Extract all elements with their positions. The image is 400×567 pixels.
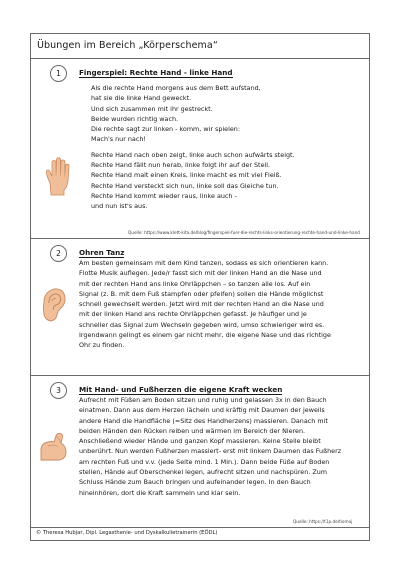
footer-copyright: © Theresa Hubjar, Dipl. Legasthenie- und Dyskalkulietrainerin (EÖDL) (36, 530, 218, 536)
text-line: Und sich zusammen mit ihr gestreckt. (91, 104, 213, 113)
text-line: Am besten gemeinsam mit dem Kind tanzen, sodass es sich orientieren kann. (79, 259, 329, 267)
hand-icon (45, 157, 71, 197)
text-line: am rechten Fuß und v.v. (jede Seite mind. 1 Min.). Dann beide Füße auf Boden (79, 457, 330, 466)
text-line: und nun ist's aus. (91, 202, 148, 211)
text-line: einatmen. Dann aus dem Herzen lächeln und kräftig mit Daumen der jeweils (79, 406, 325, 415)
text-line: Ohr zu finden. (79, 341, 125, 350)
text-line: Irgendwann gelingt es einem gar nicht mehr, die eigene Nase und das richtige (79, 331, 331, 340)
section-number-2: 2 (50, 245, 67, 262)
page-title: Übungen im Bereich „Körperschema“ (31, 34, 369, 59)
text-line: Als die rechte Hand morgens aus dem Bett aufstand, (91, 84, 261, 92)
text-line: Anschließend wieder Hände und ganzen Kopf massieren. Keine Stelle bleibt (79, 437, 321, 446)
text-line: Signal (z. B. mit dem Fuß stampfen oder pfeifen) sollen die Hände möglichst (79, 289, 324, 298)
section-1 (31, 59, 369, 239)
worksheet (30, 33, 370, 541)
section-2 (31, 239, 369, 376)
section-heading-3: Mit Hand- und Fußherzen die eigene Kraft wecken (79, 385, 283, 394)
section-heading-2: Ohren Tanz (79, 248, 125, 257)
text-line: Mach's nur nach! (91, 135, 146, 144)
text-line: Rechte Hand kommt wieder raus, linke auch - (91, 191, 237, 200)
text-line: Beide wurden richtig wach. (91, 114, 179, 123)
text-line: Flotte Musik auflegen. Jede/r fasst sich mit der linken Hand an die Nase und (79, 269, 322, 278)
text-line: Rechte Hand versteckt sich nun, linke soll das Gleiche tun. (91, 181, 279, 190)
text-line: Aufrecht mit Füßen am Boden sitzen und ruhig und gelassen 3x in den Bauch (79, 396, 327, 404)
text-line: Rechte Hand fällt nun herab, linke folgt ihr auf der Stell. (91, 161, 271, 170)
section-number-1: 1 (50, 65, 67, 82)
source-link-3[interactable]: Quelle: https://t1p.de/tiomoj (293, 519, 353, 524)
text-line: andere Hand die Handfläche (=Sitz des Handherzens) massieren. Danach mit (79, 416, 328, 425)
text-line: stellen, Hände auf Oberschenkel legen, aufrecht sitzen und nachspüren. Zum (79, 468, 327, 477)
section-number-3: 3 (50, 382, 67, 399)
text-line: beiden Händen den Rücken reiben und wärmen im Bereich der Nieren. (79, 426, 306, 435)
text-line: schneller das Signal zum Wechseln gegeben wird, umso schwieriger wird es. (79, 320, 325, 329)
text-line: mit der linken Hand ans rechte Ohrläppchen gefasst. Je häufiger und je (79, 310, 307, 319)
section-3 (31, 376, 369, 528)
text-line: Schluss Hände zum Bauch bringen und aufeinander legen. In den Bauch (79, 478, 311, 487)
ear-icon (41, 287, 67, 323)
text-line: hineinhören, dort die Kraft sammeln und klar sein. (79, 488, 241, 497)
section-heading-1: Fingerspiel: Rechte Hand - linke Hand (79, 68, 233, 77)
source-link-1[interactable]: Quelle: https://www.klett-kita.de/blog/fingerspiel-fuer-die-rechts-links-orientierung-rechte-hand-und-linke-hand (128, 230, 360, 235)
text-line: Rechte Hand malt einen Kreis, linke macht es mit viel Fleiß. (91, 171, 282, 180)
text-line: unberührt. Nun werden Fußherzen massiert- erst mit linkem Daumen das Fußherz (79, 447, 342, 456)
text-line: schnell gewechselt werden. Jetzt wird mit der rechten Hand an die Nase und (79, 300, 324, 309)
section-text-1 (91, 83, 295, 212)
section-text-2 (79, 258, 331, 351)
section-text-3 (79, 395, 341, 498)
text-line: Rechte Hand nach oben zeigt, linke auch schon aufwärts steigt. (91, 150, 295, 159)
flexed-arm-icon (39, 432, 69, 462)
text-line: Die rechte sagt zur linken - komm, wir spielen: (91, 125, 240, 134)
text-line: hat sie die linke Hand geweckt. (91, 94, 192, 103)
text-line: mit der rechten Hand ans linke Ohrläppchen – so tanzen alle los. Auf ein (79, 279, 311, 288)
